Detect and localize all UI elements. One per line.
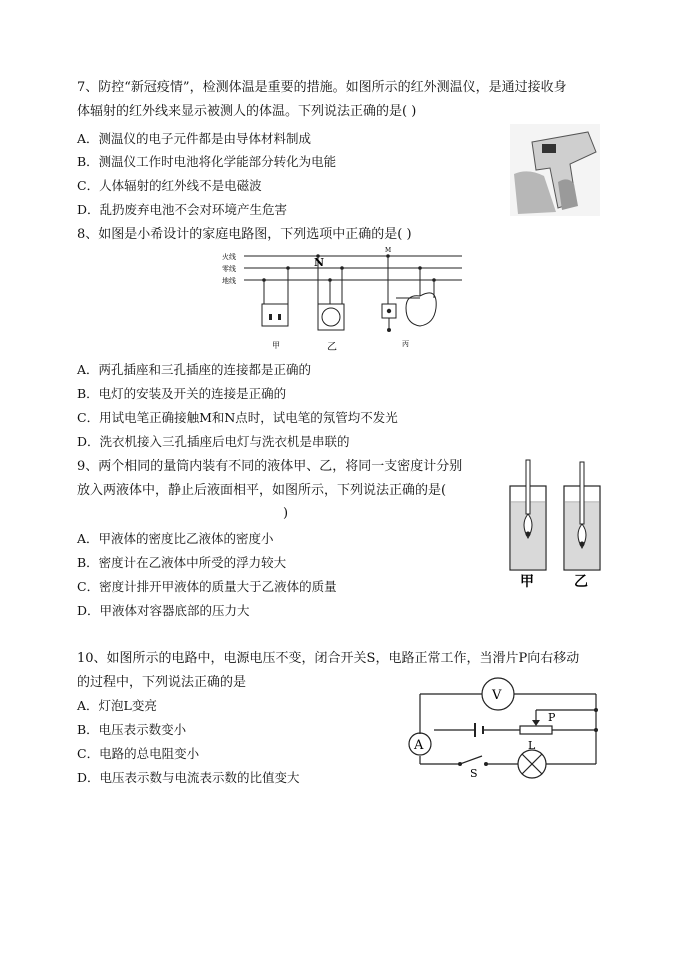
q9-option-b: B．密度计在乙液体中所受的浮力较大 bbox=[77, 555, 287, 570]
wire-label-live: 火线 bbox=[222, 253, 236, 261]
q9-stem-line1: 9、两个相同的量筒内装有不同的液体甲、乙，将同一支密度计分别 bbox=[77, 459, 463, 474]
q7-option-d: D．乱扔废弃电池不会对环境产生危害 bbox=[77, 202, 288, 217]
q8-option-b: B．电灯的安装及开关的连接是正确的 bbox=[77, 386, 287, 401]
ammeter-label: A bbox=[414, 738, 424, 753]
point-m-label: M bbox=[385, 247, 392, 254]
q7-stem-line2: 体辐射的红外线来显示被测人的体温。下列说法正确的是( ) bbox=[77, 104, 417, 119]
label-jia: 甲 bbox=[272, 341, 280, 350]
q7-option-a: A．测温仪的电子元件都是由导体材料制成 bbox=[77, 131, 312, 146]
q8-option-c: C．用试电笔正确接触M和N点时，试电笔的氖管均不发光 bbox=[77, 410, 398, 425]
q7-stem-line1: 7、防控“新冠疫情”，检测体温是重要的措施。如图所示的红外测温仪，是通过接收身 bbox=[77, 80, 567, 95]
q10-stem-line1: 10、如图所示的电路中，电源电压不变，闭合开关S，电路正常工作，当滑片P向右移动 bbox=[77, 651, 580, 666]
label-yi: 乙 bbox=[327, 342, 337, 353]
q8-stem: 8、如图是小希设计的家庭电路图，下列选项中正确的是( ) bbox=[77, 227, 412, 242]
q10-stem-line2: 的过程中，下列说法正确的是 bbox=[77, 675, 247, 690]
q7-option-c: C．人体辐射的红外线不是电磁波 bbox=[77, 178, 262, 193]
q10-option-a: A．灯泡L变亮 bbox=[77, 698, 157, 713]
infrared-thermometer-image bbox=[510, 124, 600, 216]
slider-label-p: P bbox=[548, 711, 556, 724]
q9-option-c: C．密度计排开甲液体的质量大于乙液体的质量 bbox=[77, 579, 337, 594]
q10-option-c: C．电路的总电阻变小 bbox=[77, 746, 200, 761]
household-circuit-diagram bbox=[222, 246, 468, 353]
q9-option-d: D．甲液体对容器底部的压力大 bbox=[77, 603, 250, 618]
q9-stem-line3: ) bbox=[283, 506, 289, 521]
voltmeter-label: V bbox=[492, 688, 502, 703]
wire-label-ground: 地线 bbox=[222, 277, 236, 285]
cylinder-label-yi: 乙 bbox=[574, 574, 588, 590]
label-bing: 丙 bbox=[402, 340, 409, 348]
q8-option-a: A．两孔插座和三孔插座的连接都是正确的 bbox=[77, 362, 312, 377]
q9-stem-line2: 放入两液体中，静止后液面相平，如图所示，下列说法正确的是( bbox=[77, 483, 447, 498]
point-n-label: N bbox=[314, 256, 325, 269]
series-circuit-diagram bbox=[402, 682, 606, 780]
hydrometer-cylinders-figure bbox=[502, 458, 604, 590]
q10-option-b: B．电压表示数变小 bbox=[77, 722, 187, 737]
q9-option-a: A．甲液体的密度比乙液体的密度小 bbox=[77, 531, 274, 546]
q7-option-b: B．测温仪工作时电池将化学能部分转化为电能 bbox=[77, 154, 337, 169]
switch-label-s: S bbox=[470, 767, 478, 780]
q8-option-d: D．洗衣机接入三孔插座后电灯与洗衣机是串联的 bbox=[77, 434, 350, 449]
cylinder-label-jia: 甲 bbox=[520, 574, 534, 590]
q10-option-d: D．电压表示数与电流表示数的比值变大 bbox=[77, 770, 300, 785]
wire-label-neutral: 零线 bbox=[222, 265, 236, 273]
lamp-label-l: L bbox=[528, 739, 536, 752]
